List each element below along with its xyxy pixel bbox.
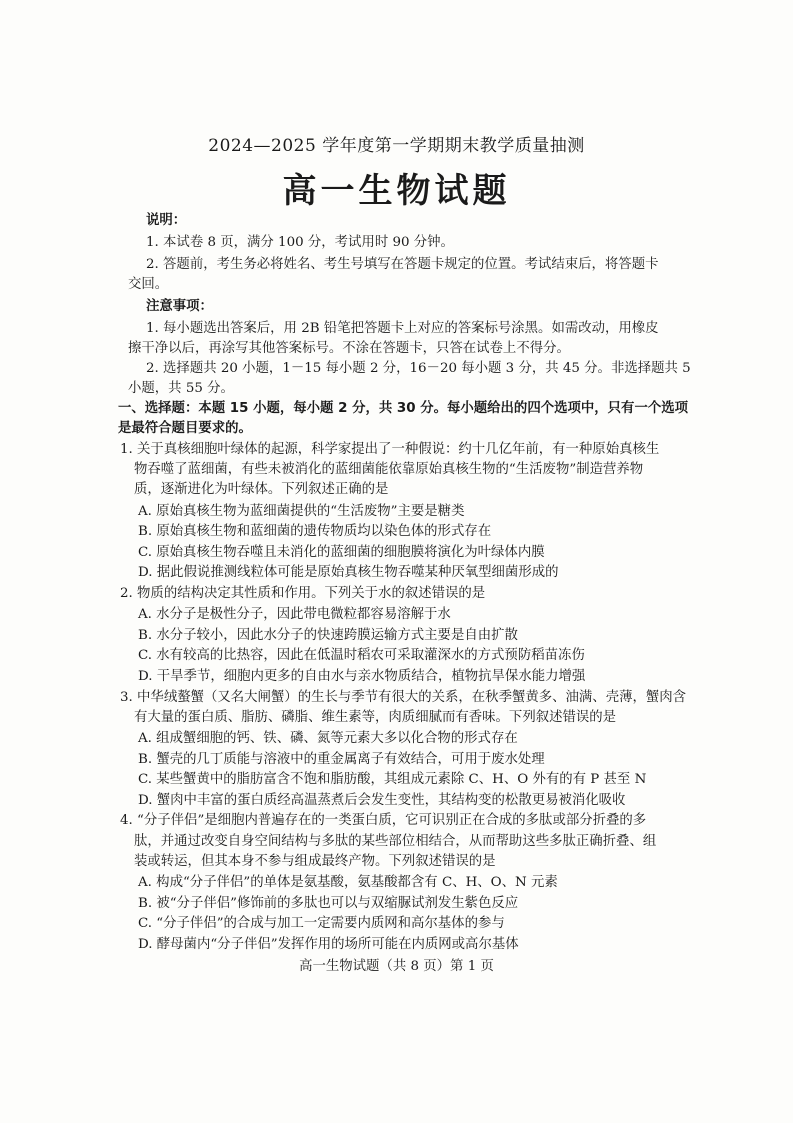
- question-option: D. 据此假说推测线粒体可能是原始真核生物吞噬某种厌氧型细菌形成的: [138, 565, 559, 580]
- question-option: D. 干旱季节，细胞内更多的自由水与亲水物质结合，植物抗旱保水能力增强: [138, 669, 586, 684]
- question-stem: 质，逐渐进化为叶绿体。下列叙述正确的是: [134, 482, 389, 497]
- exam-title: 高一生物试题: [282, 171, 511, 211]
- question-stem: 1. 关于真核细胞叶绿体的起源，科学家提出了一种假说：约十几亿年前，有一种原始真核生: [120, 442, 660, 457]
- question-option: A. 水分子是极性分子，因此带电微粒都容易溶解于水: [138, 607, 451, 622]
- instructions-line: 交回。: [128, 277, 169, 292]
- instructions-heading: 说明：: [146, 213, 187, 228]
- page-footer: 高一生物试题（共 8 页）第 1 页: [299, 959, 494, 974]
- question-stem: 2. 物质的结构决定其性质和作用。下列关于水的叙述错误的是: [120, 586, 486, 601]
- notes-line: 擦干净以后，再涂写其他答案标号。不涂在答题卡，只答在试卷上不得分。: [128, 341, 570, 356]
- notes-line: 1. 每小题选出答案后，用 2B 铅笔把答题卡上对应的答案标号涂黑。如需改动，用橡皮: [146, 321, 659, 336]
- question-option: B. 被“分子伴侣”修饰前的多肽也可以与双缩脲试剂发生紫色反应: [138, 896, 519, 911]
- question-stem: 4. “分子伴侣”是细胞内普遍存在的一类蛋白质，它可识别正在合成的多肽或部分折叠的多: [120, 813, 647, 828]
- exam-session-title: 2024—2025 学年度第一学期期末教学质量抽测: [208, 136, 585, 156]
- question-option: C. 原始真核生物吞噬且未消化的蓝细菌的细胞膜将演化为叶绿体内膜: [138, 545, 545, 560]
- question-option: A. 组成蟹细胞的钙、铁、磷、氮等元素大多以化合物的形式存在: [138, 731, 518, 746]
- question-stem: 肽，并通过改变自身空间结构与多肽的某些部位相结合，从而帮助这些多肽正确折叠、组: [134, 834, 657, 849]
- question-option: B. 原始真核生物和蓝细菌的遗传物质均以染色体的形式存在: [138, 524, 492, 539]
- section-heading: 是最符合题目要求的。: [118, 421, 252, 436]
- instructions-line: 1. 本试卷 8 页，满分 100 分，考试用时 90 分钟。: [146, 235, 454, 250]
- notes-line: 2. 选择题共 20 小题，1－15 每小题 2 分，16－20 每小题 3 分，共 45 分。非选择题共 5: [146, 361, 691, 376]
- question-option: B. 蟹壳的几丁质能与溶液中的重金属离子有效结合，可用于废水处理: [138, 752, 545, 767]
- question-option: D. 酵母菌内“分子伴侣”发挥作用的场所可能在内质网或高尔基体: [138, 937, 519, 952]
- question-option: C. 水有较高的比热容，因此在低温时稻农可采取灌深水的方式预防稻苗冻伤: [138, 648, 585, 663]
- question-option: A. 原始真核生物为蓝细菌提供的“生活废物”主要是糖类: [138, 504, 465, 519]
- instructions-line: 2. 答题前，考生务必将姓名、考生号填写在答题卡规定的位置。考试结束后，将答题卡: [146, 257, 659, 272]
- question-option: D. 蟹肉中丰富的蛋白质经高温蒸煮后会发生变性，其结构变的松散更易被消化吸收: [138, 793, 626, 808]
- section-heading: 一、选择题：本题 15 小题，每小题 2 分，共 30 分。每小题给出的四个选项中，只有一个选项: [118, 401, 689, 416]
- question-option: C. 某些蟹黄中的脂肪富含不饱和脂肪酸，其组成元素除 C、H、O 外有的有 P 甚至 N: [138, 772, 647, 787]
- question-stem: 装或转运，但其本身不参与组成最终产物。下列叙述错误的是: [134, 854, 496, 869]
- notes-line: 小题，共 55 分。: [128, 381, 234, 396]
- question-option: C. “分子伴侣”的合成与加工一定需要内质网和高尔基体的参与: [138, 916, 505, 931]
- question-stem: 3. 中华绒螯蟹（又名大闸蟹）的生长与季节有很大的关系，在秋季蟹黄多、油满、壳薄，蟹肉含: [120, 690, 687, 705]
- notes-heading: 注意事项：: [146, 299, 213, 314]
- question-option: B. 水分子较小，因此水分子的快速跨膜运输方式主要是自由扩散: [138, 628, 518, 643]
- question-stem: 有大量的蛋白质、脂肪、磷脂、维生素等，肉质细腻而有香味。下列叙述错误的是: [134, 710, 617, 725]
- question-stem: 物吞噬了蓝细菌，有些未被消化的蓝细菌能依靠原始真核生物的“生活废物”制造营养物: [134, 462, 644, 477]
- question-option: A. 构成“分子伴侣”的单体是氨基酸，氨基酸都含有 C、H、O、N 元素: [138, 875, 558, 890]
